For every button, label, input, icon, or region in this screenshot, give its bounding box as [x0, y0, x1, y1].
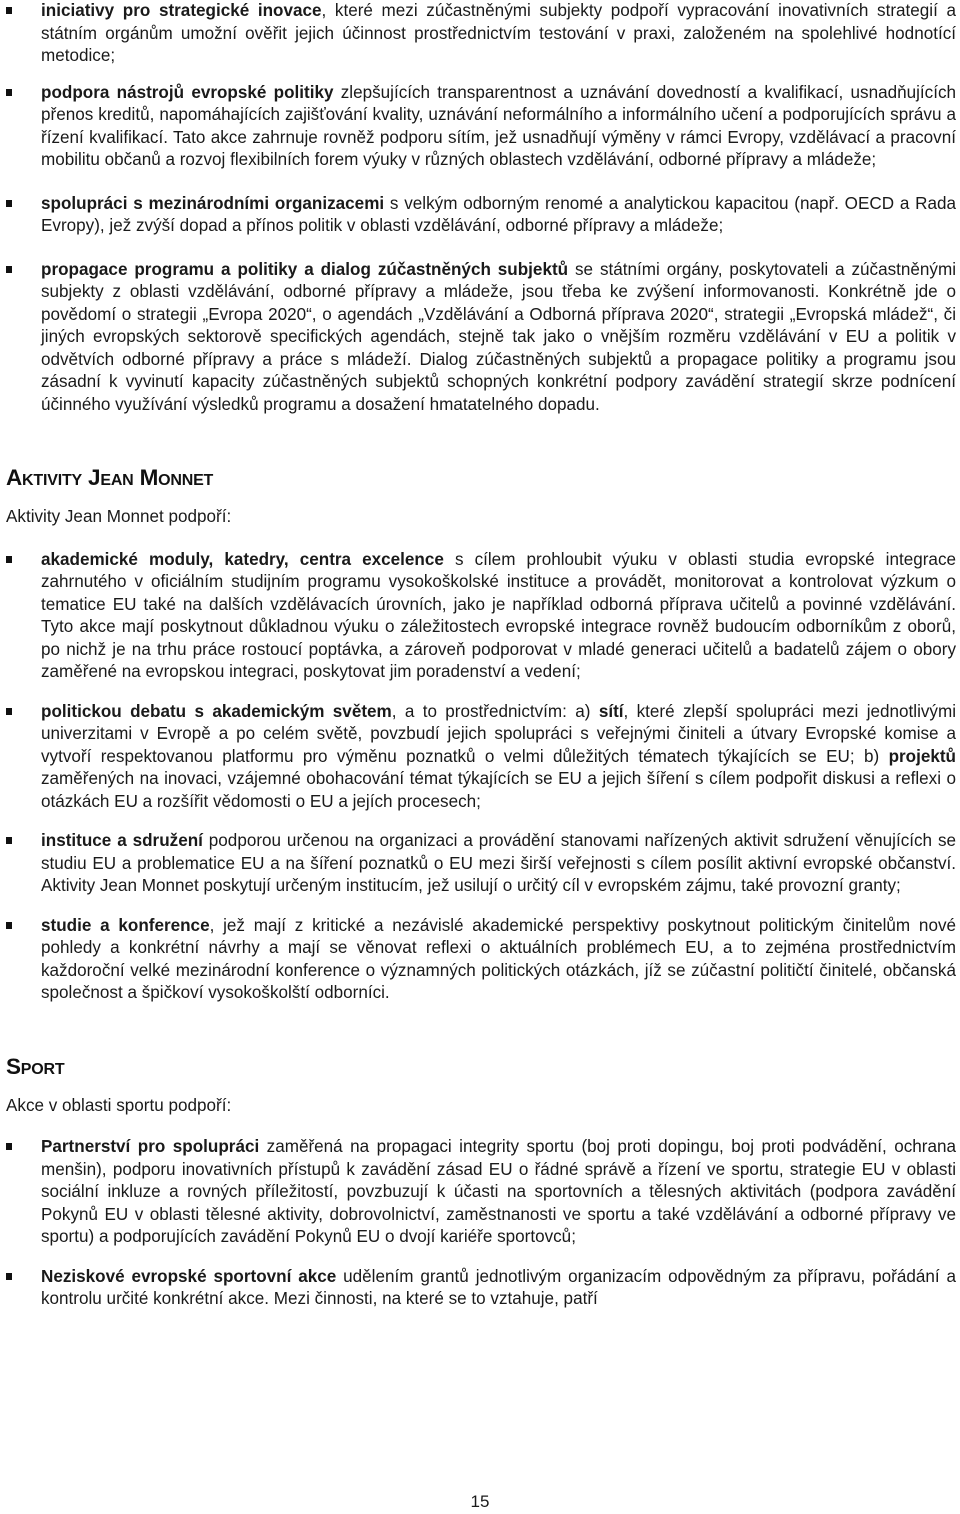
list-item: akademické moduly, katedry, centra excelence s cílem prohloubit výuku v oblasti studia evropské integrace zahrnutého v oficiálním studijním programu vysokoškolské instituce a provádět, monitorovat a kontrolovat výzkum o tematice EU také na dalších vzdělávacích úrovních, jako je například odborná příprava učitelů a povinné vzdělávání. Tyto akce mají poskytnout důkladnou výuku o záležitostech evropské integrace rovněž budoucím odborníkům z oborů, po nichž je na trhu práce rostoucí poptávka, a zároveň podporovat v mladé generaci učitelů a badatelů zájem o obory zaměřené na evropskou integraci, poskytovat jim poradenství a vedení; [6, 549, 956, 684]
list-item: spolupráci s mezinárodními organizacemi s velkým odborným renomé a analytickou kapacitou (např. OECD a Rada Evropy), jež zvýší dopad a přínos politik v oblasti vzdělávání, odborné přípravy a mládeže; [6, 193, 956, 238]
page-number: 15 [470, 1492, 490, 1511]
section-intro: Aktivity Jean Monnet podpoří: [6, 507, 232, 526]
list-item: Partnerství pro spolupráci zaměřená na propagaci integrity sportu (boj proti dopingu, boj proti podvádění, ochrana menšin), podporu inovativních přístupů k zavádění zásad EU o řádné správě a řízení ve sportu, strategie EU v oblasti sociální inkluze a rovných příležitostí, povzbuzují k účasti na sportovních a tělesných aktivitách (podpora zavádění Pokynů EU v oblasti tělesné aktivity, dobrovolnictví, zaměstnanosti ve sportu a také vzdělávání a odborné přípravy ve sportu) a podporujících zavádění Pokynů EU o dvojí kariéře sportovců; [6, 1136, 956, 1249]
list-item: iniciativy pro strategické inovace, které mezi zúčastněnými subjekty podpoří vypracování inovativních strategií a státním orgánům umožní ověřit jejich účinnost prostřednictvím testování v praxi, založeném na spolehlivé hodnotící metodice; [6, 0, 956, 68]
list-item: podpora nástrojů evropské politiky zlepšujících transparentnost a uznávání dovedností a kvalifikací, usnadňujících přenos kreditů, napomáhajících zajišťování kvality, uznávání neformálního a informálního učení a podporujících správu a řízení kvalifikací. Tato akce zahrnuje rovněž podporu sítím, jež usnadňují výměny v rámci Evropy, vzdělávací a pracovní mobilitu občanů a rozvoj flexibilních forem výuky v různých oblastech vzdělávání, odborné přípravy a mládeže; [6, 82, 956, 172]
list-item: politickou debatu s akademickým světem, a to prostřednictvím: a) sítí, které zlepší spolupráci mezi jednotlivými univerzitami v Evropě a po celém světě, povzbudí jejich spolupráci s veřejnými činiteli a útvary Evropské komise a vytvoří respektovanou platformu pro výměnu poznatků o velmi důležitých tématech týkajících se EU; b) projektů zaměřených na inovaci, vzájemné obohacování témat týkajících se EU a jejich šíření s cílem podpořit diskusi a reflexi o otázkách EU a rozšířit vědomosti o EU a jejích procesech; [6, 701, 956, 814]
list-item: instituce a sdružení podporou určenou na organizaci a provádění stanovami nařízených aktivit sdružení věnujících se studiu EU a problematice EU a na šíření poznatků o EU mezi širší veřejnosti s cílem posílit aktivní evropské občanství. Aktivity Jean Monnet poskytují určeným institucím, jež usilují o určitý cíl v evropském zájmu, také provozní granty; [6, 830, 956, 898]
list-item: propagace programu a politiky a dialog zúčastněných subjektů se státními orgány, poskytovateli a zúčastněnými subjekty z oblasti vzdělávání, odborné přípravy a mládeže, jsou třeba ke zvýšení informovanosti. Konkrétně jde o povědomí o strategii „Evropa 2020“, o agendách „Vzdělávání a Odborná příprava 2020“, strategii „Evropská mládež“, či jiných evropských sektorově specifických agendách, stejně tak jako o vnějším rozměru vzdělávání v EU a politik v odvětvích odborné přípravy a práce s mládeží. Dialog zúčastněných subjektů a propagace politiky a programu jsou zásadní k vyvinutí kapacity zúčastněných subjektů schopných konkrétní podpory zavádění strategií skrze podnícení účinného využívání výsledků programu a dosažení hmatatelného dopadu. [6, 259, 956, 417]
section-heading-jean-monnet: Aktivity Jean Monnet [6, 465, 214, 490]
list-item: Neziskové evropské sportovní akce udělením grantů jednotlivým organizacím odpovědným za přípravu, pořádání a kontrolu určité konkrétní akce. Mezi činnosti, na které se to vztahuje, patří [6, 1266, 956, 1311]
document-page [6, 0, 956, 1311]
section-heading-sport: Sport [6, 1053, 65, 1079]
bullet-list-sport [6, 1136, 956, 1311]
list-item: studie a konference, jež mají z kritické a nezávislé akademické perspektivy poskytnout politickým činitelům nové pohledy a konkrétní návrhy a mají se věnovat reflexi o aktuálních problémech EU, a to zejména prostřednictvím každoroční velké mezinárodní konference o významných politických otázkách, jíž se zúčastní političtí činitelé, občanská společnost a špičkoví vysokoškolští odborníci. [6, 915, 956, 1005]
section-intro: Akce v oblasti sportu podpoří: [6, 1095, 232, 1115]
bullet-list-jean-monnet [6, 549, 956, 1005]
bullet-list-priorities [6, 0, 956, 416]
